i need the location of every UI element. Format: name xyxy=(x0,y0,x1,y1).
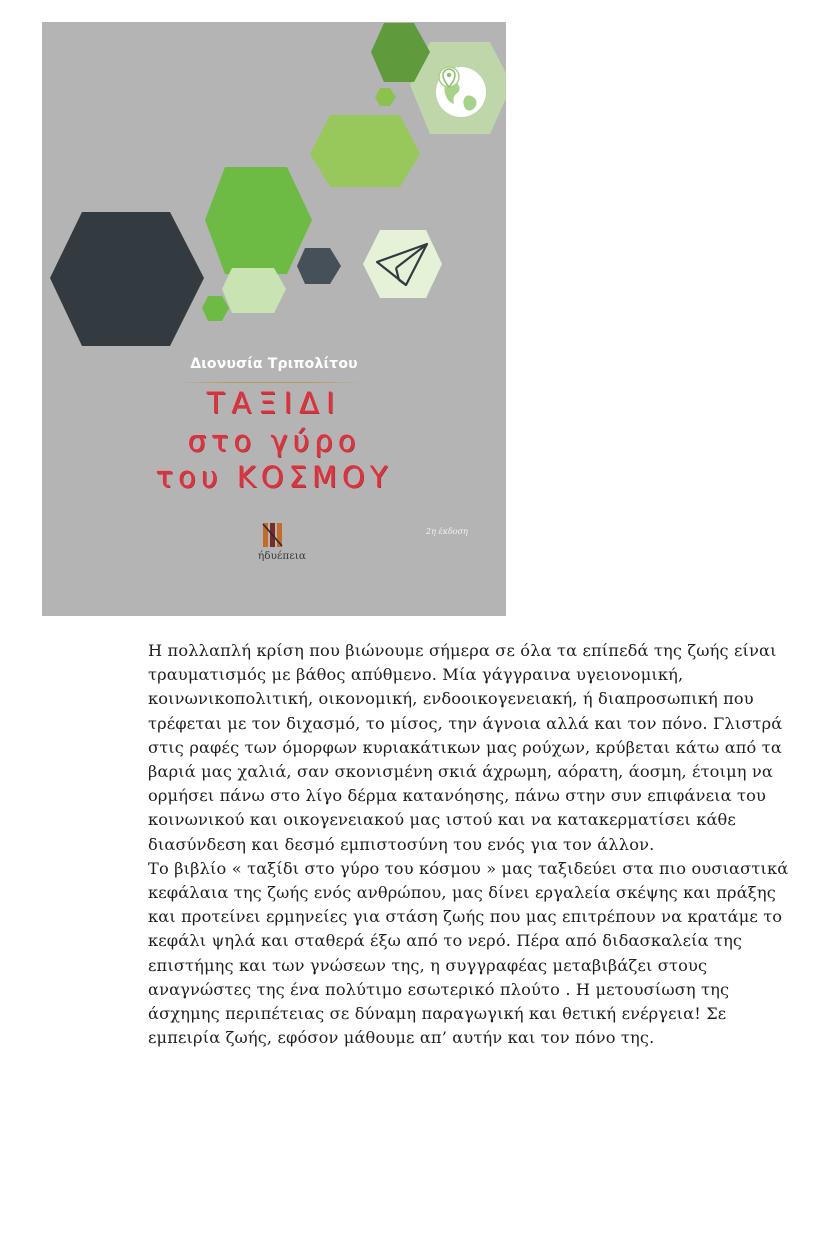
hexagon-charcoal-large xyxy=(50,212,204,346)
description-paragraph-2: Το βιβλίο « ταξίδι στο γύρο του κόσμου » μας ταξιδεύει στα πιο ουσιαστικά κεφάλαια της ζωής ενός ανθρώπου, μας δίνει εργαλεία σκέψης και πράξης και προτείνει ερμηνείες για στάση ζωής που μας επιτρέπουν να κρατάμε το κεφάλι ψηλά και σταθερά έξω από το νερό. Πέρα από διδασκαλεία της επιστήμης και των γνώσεων της, η συγγραφέας μεταβιβάζει στους αναγνώστες της ένα πολύτιμο εσωτερικό πλούτο . Η μετουσίωση της άσχημης περιπέτειας σε δύναμη παραγωγική και θετική ενέργεια! Σε εμπειρία ζωής, εφόσον μάθουμε απ’ αυτήν και τον πόνο της. xyxy=(148,858,789,1048)
hexagon-medium-green xyxy=(205,167,312,274)
book-title-line-3: του ΚΟΣΜΟΥ xyxy=(155,460,393,494)
globe-pin-icon xyxy=(436,67,486,117)
publisher-name: ήδυέπεια xyxy=(258,550,306,562)
book-title-line-1: ΤΑΞΙΔΙ xyxy=(206,386,342,420)
hexagon-tiny-green xyxy=(202,296,229,321)
book-cover xyxy=(42,22,506,616)
hexagon-pale-bottom xyxy=(222,268,286,313)
book-description xyxy=(148,639,798,1050)
description-paragraph-1: Η πολλαπλή κρίση που βιώνουμε σήμερα σε όλα τα επίπεδά της ζωής είναι τραυματισμός με βάθος απύθμενο. Μία γάγγραινα υγειονομική, κοινωνικοπολιτική, οικονομική, ενδοοικογενειακή, ή διαπροσωπική που τρέφεται με τον διχασμό, το μίσος, την άγνοια αλλά και τον πόνο. Γλιστρά στις ραφές των όμορφων κυριακάτικων μας ρούχων, κρύβεται κάτω από τα βαριά μας χαλιά, σαν σκονισμένη σκιά άχρωμη, αόρατη, άοσμη, έτοιμη να ορμήσει πάνω στο λίγο δέρμα κατανόησης, πάνω στην συν επιφάνεια του κοινωνικού και οικογενειακού μας ιστού και να κατακερματίσει κάθε διασύνδεση και δεσμό εμπιστοσύνη του ενός για τον άλλον. xyxy=(148,641,783,854)
book-author: Διονυσία Τριπολίτου xyxy=(190,356,358,372)
publisher-logo-icon xyxy=(262,522,284,548)
book-title-line-2: στο γύρο xyxy=(187,424,361,458)
hexagon-light-green xyxy=(310,115,420,187)
edition-label: 2η έκδοση xyxy=(426,527,468,536)
hexagon-small-green xyxy=(375,88,396,106)
hexagon-charcoal-small xyxy=(297,248,341,284)
author-divider xyxy=(175,382,363,383)
